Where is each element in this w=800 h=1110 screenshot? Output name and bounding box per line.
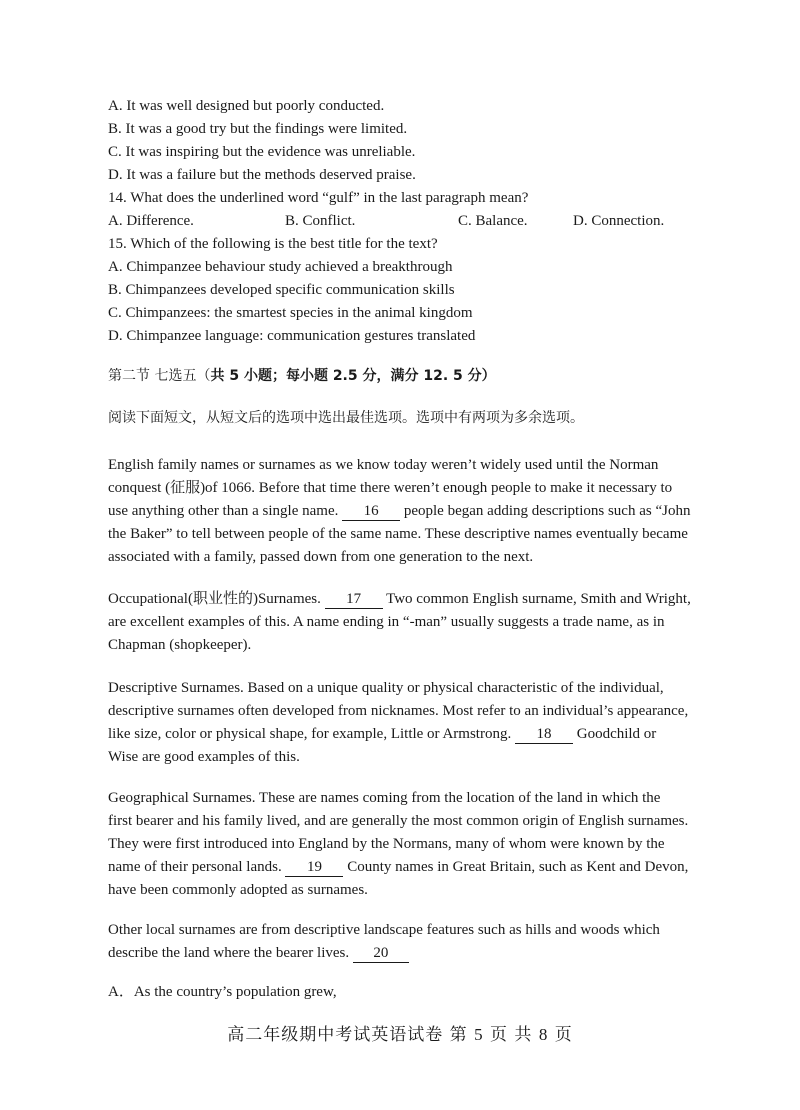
- section-heading-normal: 第二节 七选五（: [108, 368, 211, 384]
- p4-line-3: They were first introduced into England by the Normans, many of whom were known by the: [108, 836, 665, 852]
- p2-line-3: Chapman (shopkeeper).: [108, 637, 252, 653]
- p1-line-5: associated with a family, passed down from one generation to the next.: [108, 549, 534, 565]
- q14-options: [0, 214, 800, 230]
- p2-line-1b: Two common English surname, Smith and Wright,: [386, 591, 691, 607]
- footer-prefix: 高二年级期中考试英语试卷 第: [227, 1025, 468, 1045]
- p3-line-3b: Goodchild or: [576, 726, 657, 742]
- p4-line-2: first bearer and his family lived, and are generally the most common origin of English surnames.: [108, 813, 689, 829]
- section-instruction: 阅读下面短文，从短文后的选项中选出最佳选项。选项中有两项为多余选项。: [108, 410, 584, 426]
- blank-17[interactable]: 17: [325, 592, 383, 609]
- blank-18[interactable]: 18: [515, 727, 573, 744]
- p3-line-2: descriptive surnames often developed from nicknames. Most refer to an individual’s appearance,: [108, 703, 689, 719]
- p3-line-4: Wise are good examples of this.: [108, 749, 300, 765]
- p4-line-5: have been commonly adopted as surnames.: [108, 882, 368, 898]
- q13-option-b: B. It was a good try but the findings were limited.: [108, 121, 408, 137]
- p5-line-1: Other local surnames are from descriptive landscape features such as hills and woods which: [108, 922, 660, 938]
- p2-line-2: are excellent examples of this. A name ending in “-man” usually suggests a trade name, as in: [108, 614, 665, 630]
- p2-line-1: [108, 592, 691, 609]
- p4-line-4a: name of their personal lands.: [108, 859, 282, 875]
- q14-option-a: A. Difference.: [108, 213, 194, 229]
- blank-16[interactable]: 16: [342, 504, 400, 521]
- page-footer: [0, 1020, 800, 1045]
- blank-20[interactable]: 20: [353, 946, 409, 963]
- q13-option-a: A. It was well designed but poorly conducted.: [108, 98, 385, 114]
- p3-line-3a: like size, color or physical shape, for example, Little or Armstrong.: [108, 726, 512, 742]
- footer-total-pages: 8: [538, 1025, 549, 1044]
- q15-option-c: C. Chimpanzees: the smartest species in the animal kingdom: [108, 305, 473, 321]
- q14-option-c: C. Balance.: [458, 213, 528, 229]
- p5-line-2: [108, 946, 409, 963]
- p1-line-3a: use anything other than a single name.: [108, 503, 339, 519]
- q15-option-b: B. Chimpanzees developed specific communication skills: [108, 282, 455, 298]
- q14-option-b: B. Conflict.: [285, 213, 356, 229]
- q14-question: 14. What does the underlined word “gulf” in the last paragraph mean?: [108, 190, 529, 206]
- q15-option-d: D. Chimpanzee language: communication gestures translated: [108, 328, 476, 344]
- section-heading-bold: 共 5 小题；每小题 2.5 分，满分 12. 5 分）: [210, 368, 496, 384]
- p1-line-3: [108, 504, 690, 521]
- p3-line-3: [108, 727, 656, 744]
- p2-line-1a: Occupational(职业性的)Surnames.: [108, 591, 321, 607]
- p1-line-1: English family names or surnames as we know today weren’t widely used until the Norman: [108, 457, 659, 473]
- footer-middle: 页 共: [490, 1025, 533, 1045]
- p4-line-4: [108, 860, 688, 877]
- p5-line-2a: describe the land where the bearer lives.: [108, 945, 350, 961]
- p1-line-2: conquest (征服)of 1066. Before that time there weren’t enough people to make it necessary to: [108, 480, 673, 496]
- q14-option-d: D. Connection.: [573, 213, 665, 229]
- p1-line-4: the Baker” to tell between people of the same name. These descriptive names eventually became: [108, 526, 688, 542]
- p4-line-4b: County names in Great Britain, such as Kent and Devon,: [347, 859, 689, 875]
- p4-line-1: Geographical Surnames. These are names coming from the location of the land in which the: [108, 790, 661, 806]
- footer-page-number: 5: [474, 1025, 484, 1044]
- section-heading: [108, 369, 496, 383]
- q15-option-a: A. Chimpanzee behaviour study achieved a breakthrough: [108, 259, 453, 275]
- option-a: A．As the country’s population grew,: [108, 984, 337, 1000]
- q13-option-d: D. It was a failure but the methods deserved praise.: [108, 167, 416, 183]
- q13-option-c: C. It was inspiring but the evidence was unreliable.: [108, 144, 416, 160]
- p3-line-1: Descriptive Surnames. Based on a unique quality or physical characteristic of the individual,: [108, 680, 664, 696]
- p1-line-3b: people began adding descriptions such as “John: [403, 503, 691, 519]
- footer-suffix: 页: [554, 1025, 573, 1045]
- q15-question: 15. Which of the following is the best title for the text?: [108, 236, 438, 252]
- blank-19[interactable]: 19: [285, 860, 343, 877]
